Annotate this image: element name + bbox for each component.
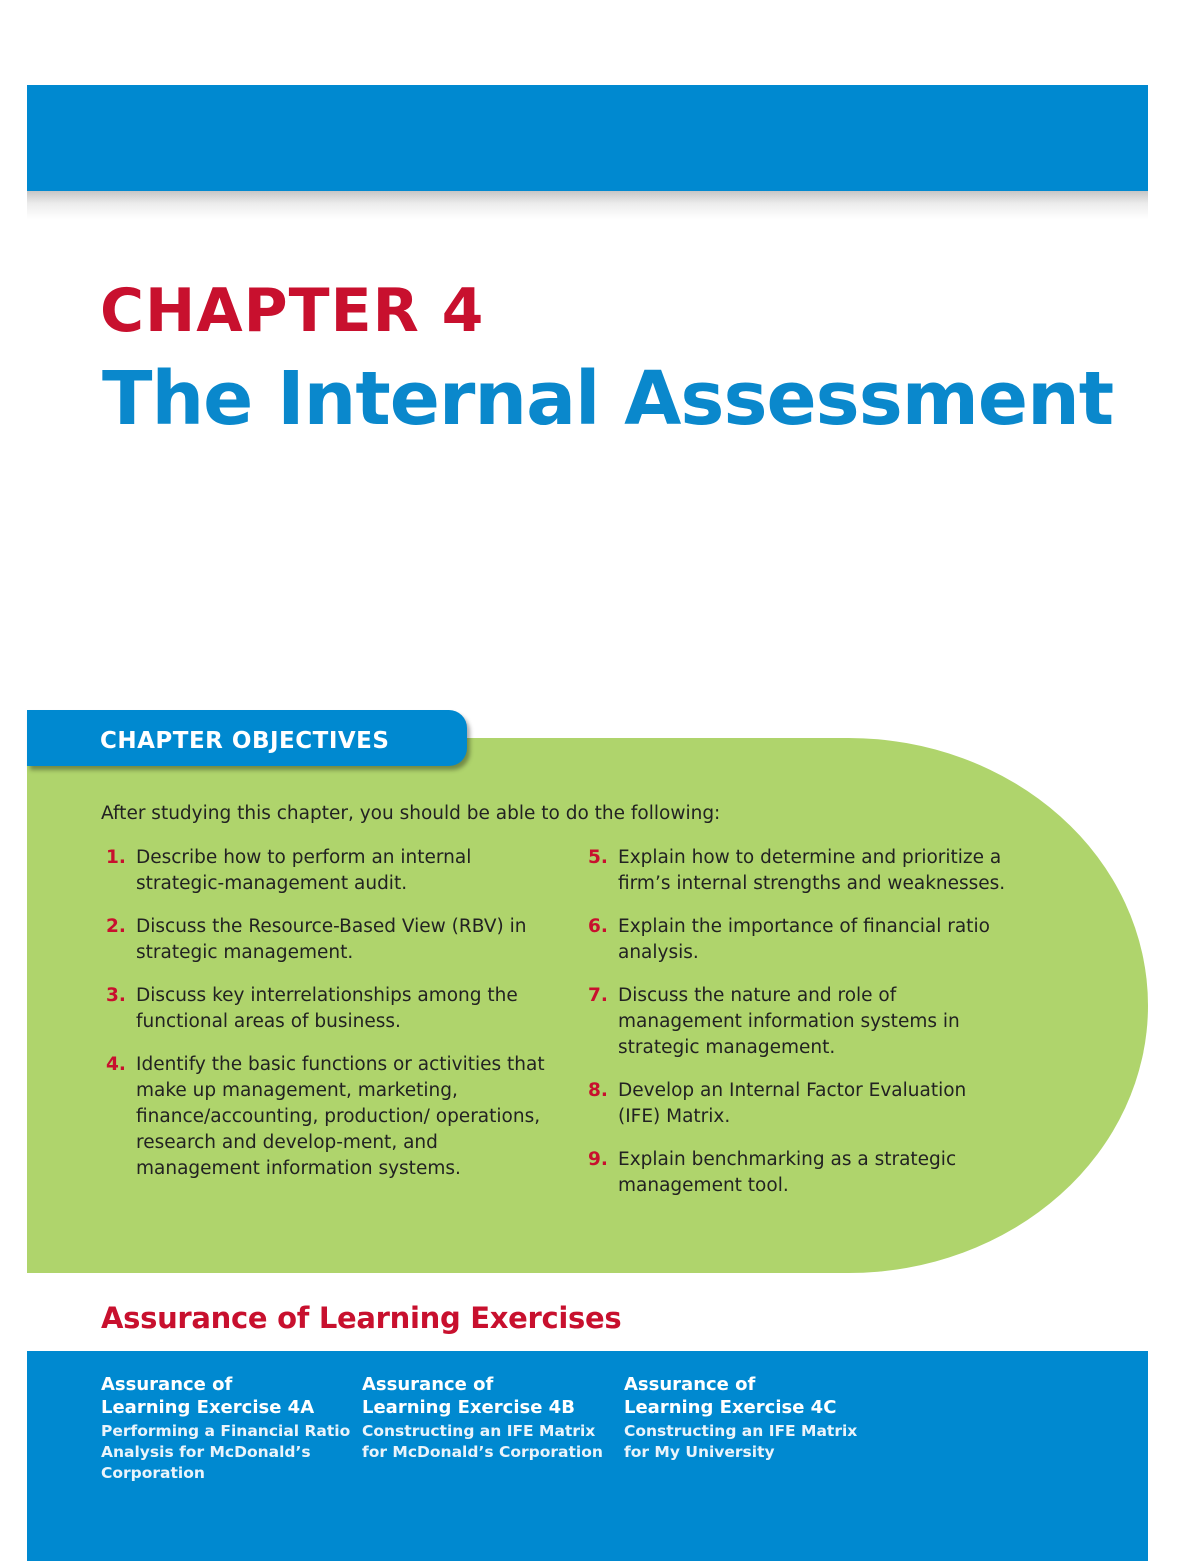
objective-text: Explain benchmarking as a strategic management tool. — [618, 1149, 957, 1196]
objectives-list-left — [106, 845, 556, 1182]
exercise-4c — [624, 1373, 874, 1463]
header-band-shadow — [27, 191, 1148, 219]
exercise-title-line1: Assurance of — [101, 1374, 233, 1395]
objectives-intro: After studying this chapter, you should be able to do the following: — [101, 803, 721, 824]
objective-text: Discuss the Resource-Based View (RBV) in strategic management. — [136, 916, 527, 963]
objective-number: 7. — [588, 985, 608, 1006]
objective-text: Describe how to perform an internal strategic-management audit. — [136, 847, 472, 894]
objective-item — [106, 1052, 556, 1182]
objective-text: Discuss the nature and role of management information systems in strategic management. — [618, 985, 960, 1058]
objective-text: Discuss key interrelationships among the functional areas of business. — [136, 985, 518, 1032]
objective-number: 2. — [106, 916, 126, 937]
assurance-heading: Assurance of Learning Exercises — [101, 1301, 622, 1335]
exercise-4a — [101, 1373, 351, 1484]
objective-item — [588, 1078, 1008, 1130]
objective-number: 4. — [106, 1054, 126, 1075]
objective-item — [106, 983, 556, 1035]
objective-text: Develop an Internal Factor Evaluation (IFE) Matrix. — [618, 1080, 967, 1127]
exercise-description: Constructing an IFE Matrix for McDonald’s Corporation — [362, 1422, 603, 1461]
chapter-title: The Internal Assessment — [102, 356, 1114, 442]
objective-number: 8. — [588, 1080, 608, 1101]
objective-item — [588, 1147, 1008, 1199]
objectives-heading: CHAPTER OBJECTIVES — [100, 728, 390, 754]
objective-item — [588, 914, 1008, 966]
objective-number: 3. — [106, 985, 126, 1006]
objective-item — [588, 845, 1008, 897]
objective-number: 5. — [588, 847, 608, 868]
objective-number: 6. — [588, 916, 608, 937]
objective-item — [106, 914, 556, 966]
objective-item — [106, 845, 556, 897]
objective-text: Explain how to determine and prioritize a firm’s internal strengths and weaknesses. — [618, 847, 1006, 894]
exercise-title-line2: Learning Exercise 4C — [624, 1397, 837, 1418]
exercise-title-line2: Learning Exercise 4B — [362, 1397, 575, 1418]
objectives-list-right — [588, 845, 1008, 1199]
objective-item — [588, 983, 1008, 1061]
exercise-title-line1: Assurance of — [624, 1374, 756, 1395]
objective-number: 9. — [588, 1149, 608, 1170]
objective-text: Identify the basic functions or activities that make up management, marketing, finance/accounting, production/ operations, research and develop-ment, and management information systems. — [136, 1054, 545, 1179]
objective-text: Explain the importance of financial ratio analysis. — [618, 916, 990, 963]
exercise-title-line1: Assurance of — [362, 1374, 494, 1395]
header-band — [27, 85, 1148, 191]
objective-number: 1. — [106, 847, 126, 868]
exercise-title-line2: Learning Exercise 4A — [101, 1397, 315, 1418]
exercise-description: Constructing an IFE Matrix for My University — [624, 1422, 858, 1461]
exercise-4b — [362, 1373, 612, 1463]
exercise-description: Performing a Financial Ratio Analysis for McDonald’s Corporation — [101, 1422, 351, 1482]
chapter-number: CHAPTER 4 — [100, 276, 485, 346]
